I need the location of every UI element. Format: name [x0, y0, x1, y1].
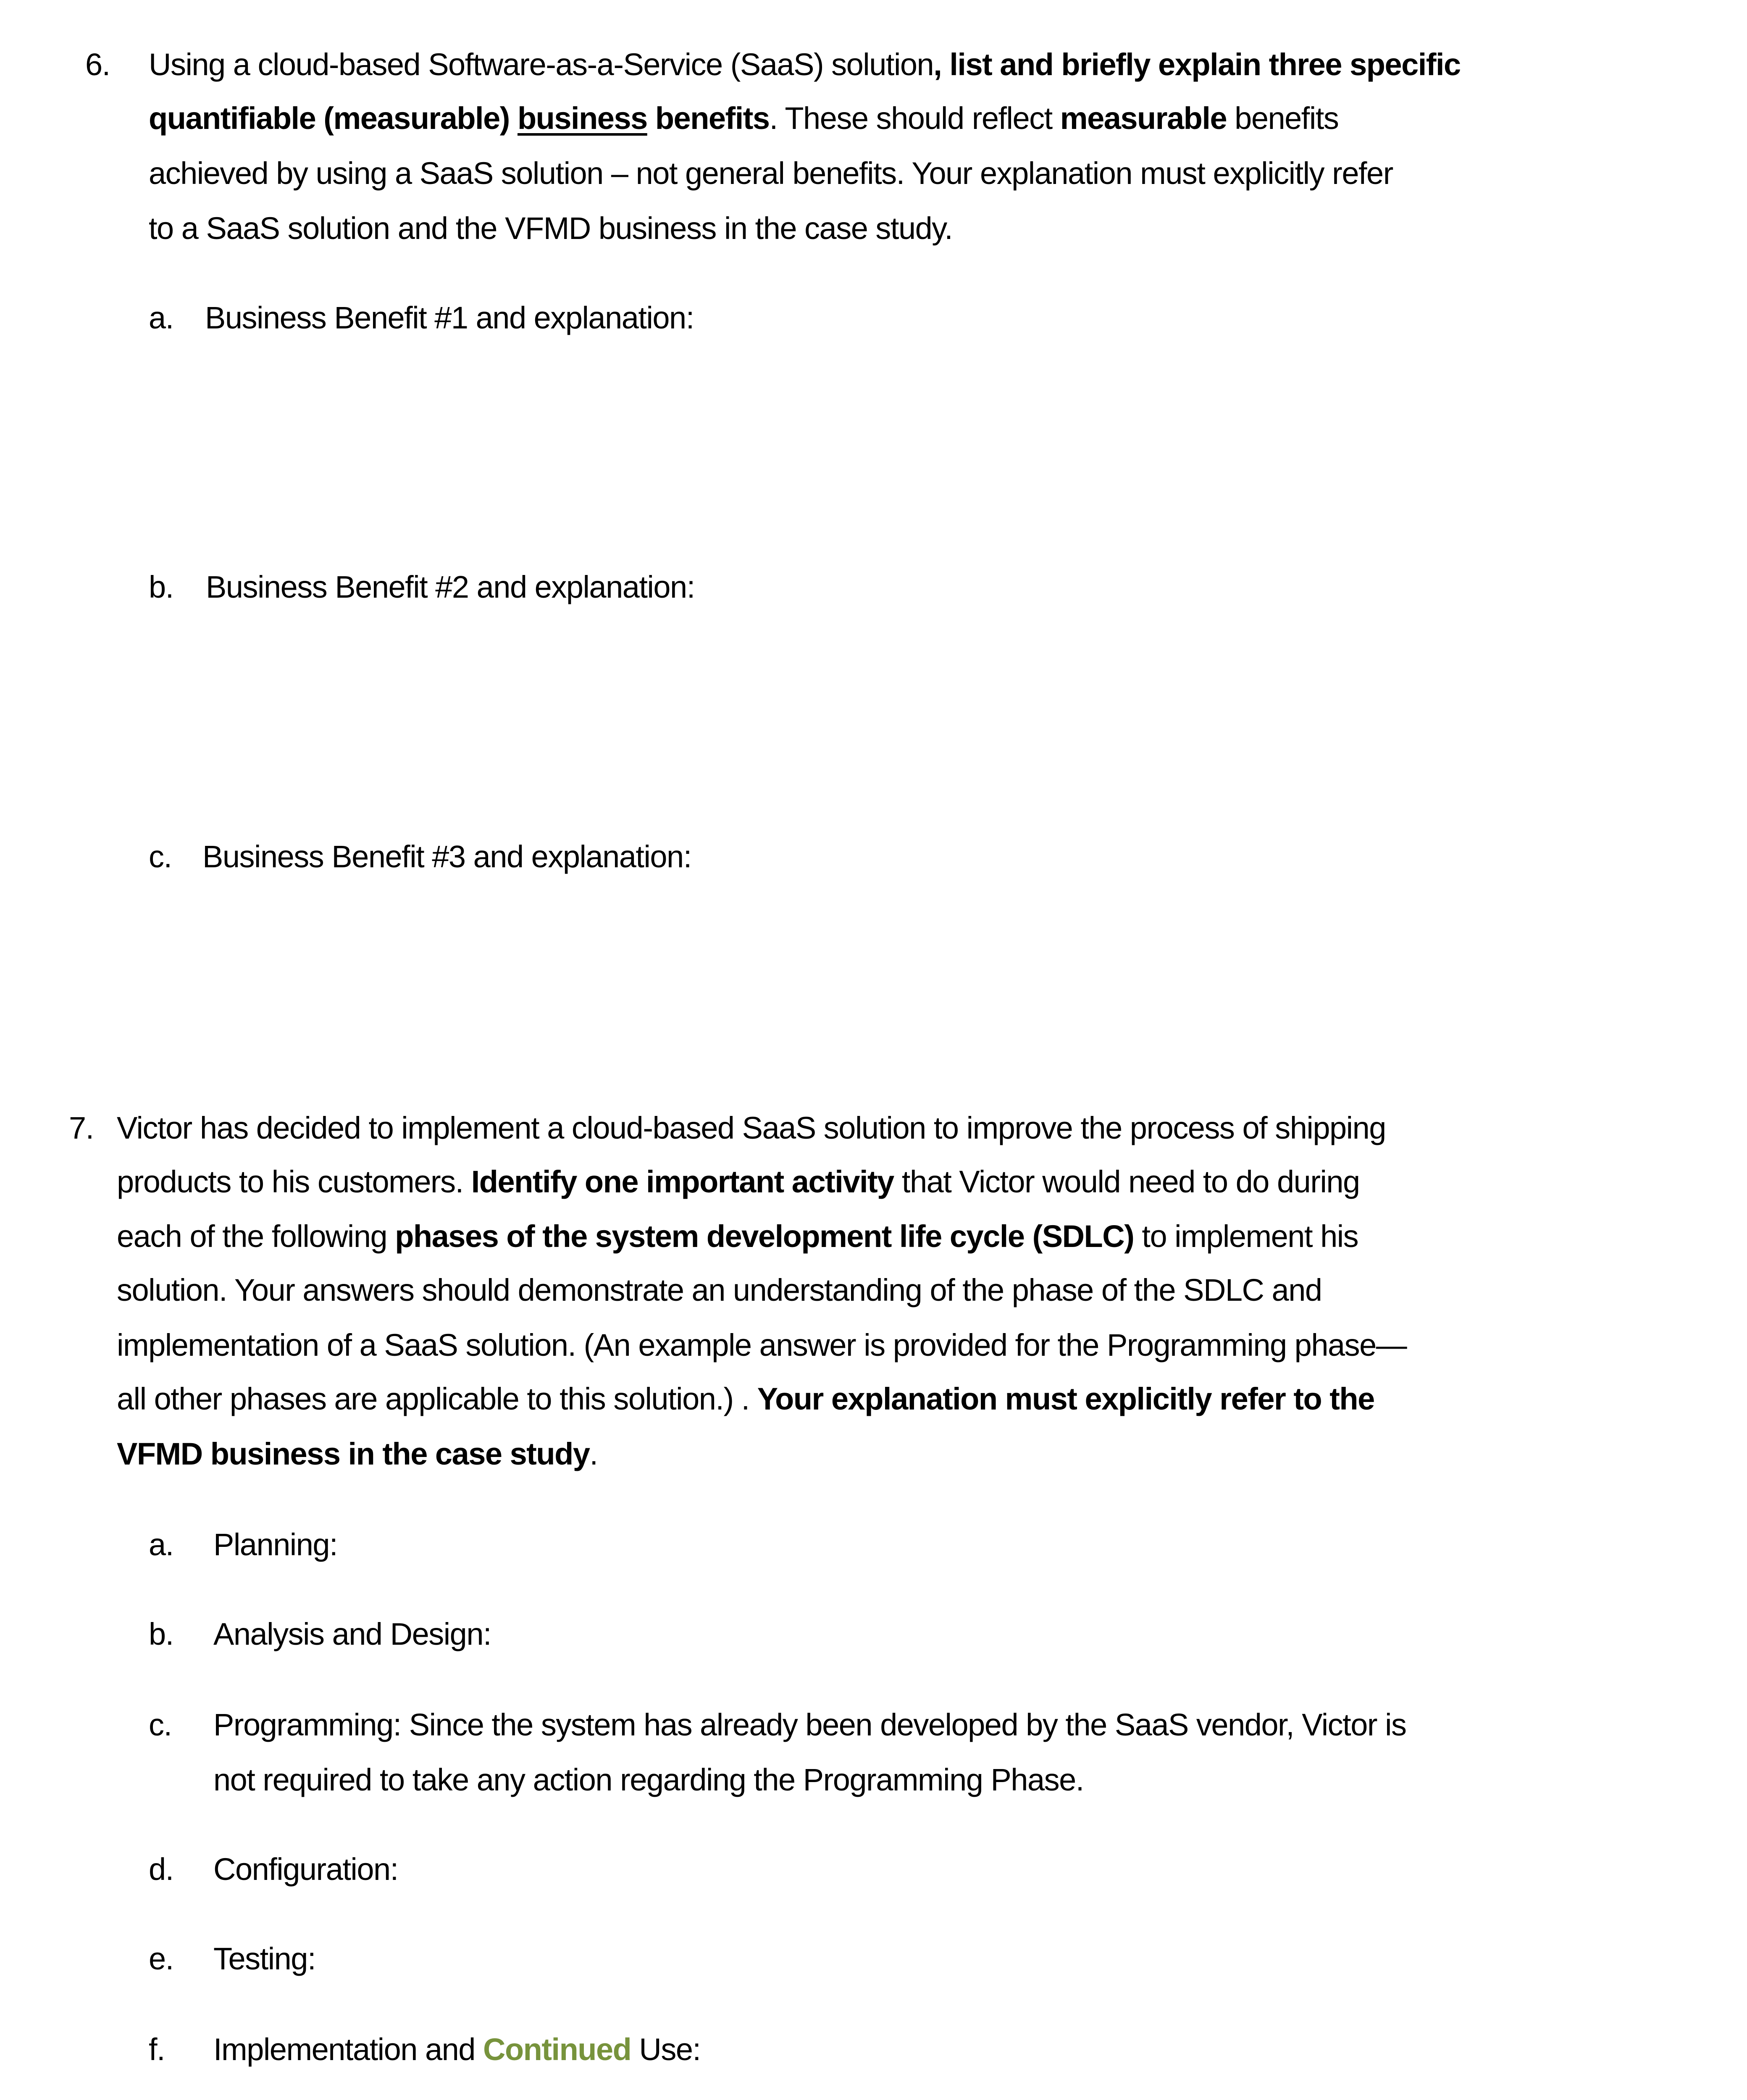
q7-item-a-letter: a. — [149, 1527, 173, 1562]
q6-number: 6. — [85, 47, 110, 82]
q7-line-5: implementation of a SaaS solution. (An example answer is provided for the Programming phase— — [117, 1328, 1407, 1362]
q7-text: all other phases are applicable to this solution.) . — [117, 1381, 757, 1416]
q6-text: . These should reflect — [769, 101, 1060, 136]
q7-number: 7. — [69, 1110, 94, 1145]
q6-bold-text: measurable — [1060, 101, 1227, 136]
q7-bold-text: Identify one important activity — [471, 1164, 894, 1199]
q6-item-b-label: Business Benefit #2 and explanation: — [206, 570, 695, 604]
q6-bold-text: , list and briefly explain three specific — [933, 47, 1461, 82]
q6-item-b-letter: b. — [149, 570, 173, 604]
q7-line-6 — [117, 1372, 1374, 1426]
q7-text: . — [589, 1436, 598, 1471]
q6-line-1 — [149, 37, 1461, 92]
q6-bold-text: benefits — [647, 101, 770, 136]
q7-item-b-letter: b. — [149, 1617, 173, 1651]
q6-underlined-text: business — [517, 101, 647, 136]
q7-line-4: solution. Your answers should demonstrate an understanding of the phase of the SDLC and — [117, 1273, 1322, 1307]
q7-item-d-letter: d. — [149, 1852, 173, 1887]
q7-bold-text: Your explanation must explicitly refer to the — [757, 1381, 1374, 1416]
q7-item-f-text: Use: — [631, 2032, 701, 2067]
q6-bold-text: quantifiable (measurable) — [149, 101, 518, 136]
q7-item-d-label: Configuration: — [213, 1852, 398, 1887]
q6-line-4: to a SaaS solution and the VFMD business in the case study. — [149, 211, 953, 246]
q7-text: that Victor would need to do during — [893, 1164, 1360, 1199]
q6-item-c-label: Business Benefit #3 and explanation: — [202, 839, 691, 874]
q7-item-c-line-1: Programming: Since the system has already been developed by the SaaS vendor, Victor is — [213, 1707, 1406, 1742]
q7-item-e-letter: e. — [149, 1941, 173, 1976]
q6-item-a-label: Business Benefit #1 and explanation: — [205, 300, 694, 335]
q7-line-2 — [117, 1155, 1360, 1209]
q7-item-f-label — [213, 2022, 701, 2077]
q7-line-1: Victor has decided to implement a cloud-based SaaS solution to improve the process of shipping — [117, 1110, 1386, 1145]
q6-item-a-letter: a. — [149, 300, 173, 335]
q7-item-f-letter: f. — [149, 2032, 165, 2067]
q7-item-c-line-2: not required to take any action regarding the Programming Phase. — [213, 1762, 1084, 1797]
q6-line-2 — [149, 91, 1338, 146]
q7-item-f-highlight: Continued — [483, 2032, 631, 2067]
q7-item-c-letter: c. — [149, 1707, 172, 1742]
q6-text: Using a cloud-based Software-as-a-Service (SaaS) solution — [149, 47, 934, 82]
q7-text: each of the following — [117, 1219, 395, 1254]
q7-line-7 — [117, 1427, 598, 1481]
q7-line-3 — [117, 1209, 1358, 1264]
q7-bold-text: phases of the system development life cycle (SDLC) — [395, 1219, 1134, 1254]
q7-bold-text: VFMD business in the case study — [117, 1436, 590, 1471]
q6-item-c-letter: c. — [149, 839, 172, 874]
q7-item-a-label: Planning: — [213, 1527, 338, 1562]
q7-item-b-label: Analysis and Design: — [213, 1617, 491, 1651]
q7-item-e-label: Testing: — [213, 1941, 316, 1976]
q6-line-3: achieved by using a SaaS solution – not general benefits. Your explanation must explicitly refer — [149, 156, 1393, 191]
q7-text: products to his customers. — [117, 1164, 471, 1199]
q7-text: to implement his — [1134, 1219, 1358, 1254]
q7-item-f-text: Implementation and — [213, 2032, 483, 2067]
q6-text: benefits — [1227, 101, 1339, 136]
